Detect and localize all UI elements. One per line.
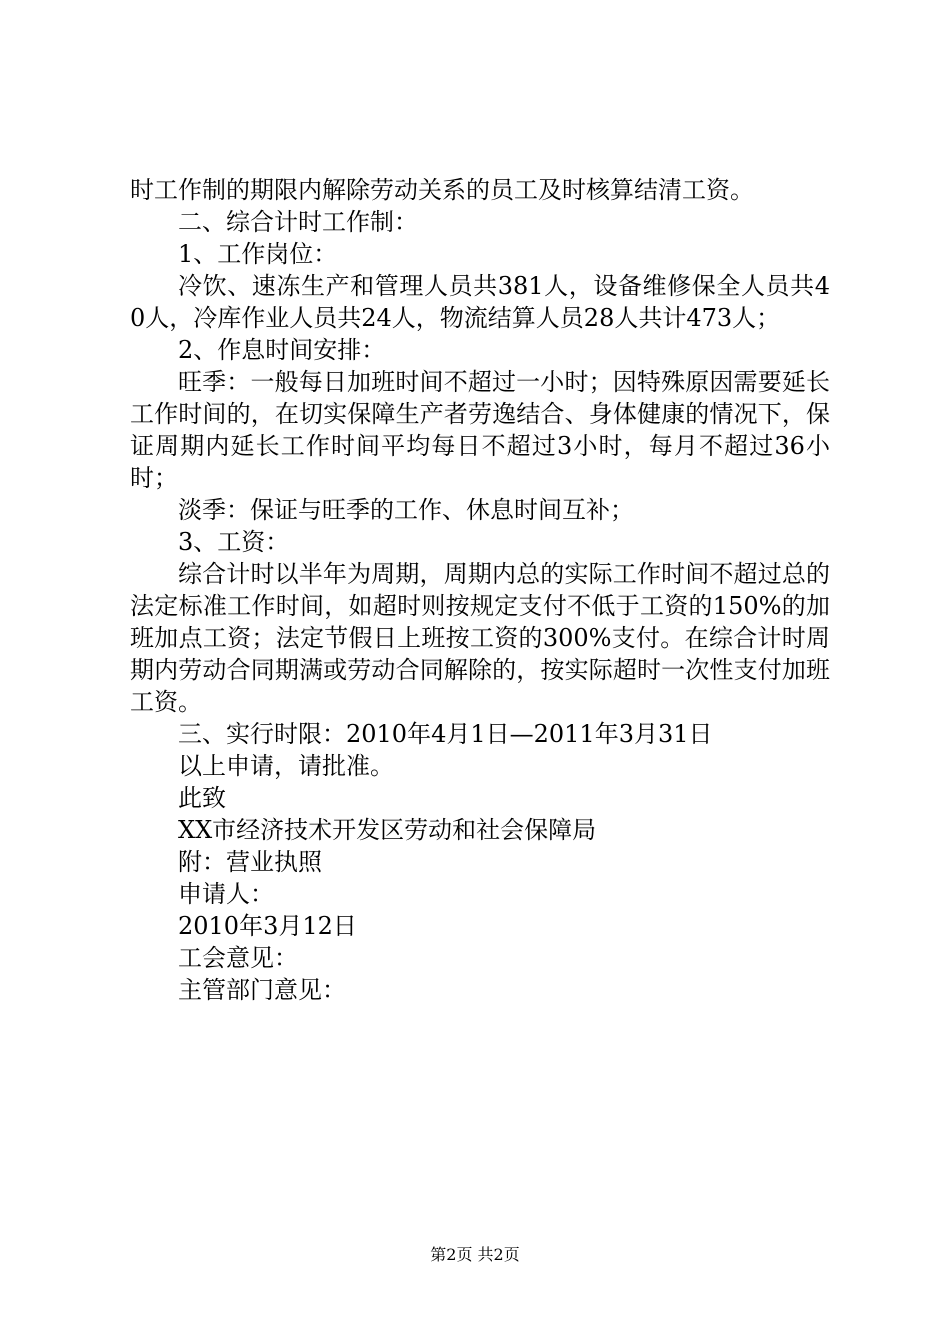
text-line: 时工作制的期限内解除劳动关系的员工及时核算结清工资。 — [130, 176, 754, 204]
recipient: XX市经济技术开发区劳动和社会保障局 — [178, 816, 597, 844]
section-heading-3: 三、实行时限：2010年4月1日—2011年3月31日 — [178, 720, 713, 748]
request-line: 以上申请，请批准。 — [178, 752, 394, 780]
union-opinion-line: 工会意见： — [178, 944, 298, 972]
section-heading-2: 二、综合计时工作制： — [178, 208, 418, 236]
paragraph-off-season: 淡季：保证与旺季的工作、休息时间互补； — [178, 496, 634, 524]
attachment-line: 附：营业执照 — [178, 848, 322, 876]
paragraph-peak-season: 旺季：一般每日加班时间不超过一小时；因特殊原因需要延长工作时间的，在切实保障生产者劳逸结合、身体健康的情况下，保证周期内延长工作时间平均每日不超过3小时，每月不超过36小时； — [130, 368, 830, 492]
paragraph-positions: 冷饮、速冻生产和管理人员共381人，设备维修保全人员共40人，冷库作业人员共24人，物流结算人员28人共计473人； — [130, 272, 830, 332]
page-footer: 第2页 共2页 — [430, 1245, 520, 1264]
subheading-positions: 1、工作岗位： — [178, 240, 338, 268]
document-body — [130, 174, 830, 1006]
date-line: 2010年3月12日 — [178, 912, 357, 940]
salutation: 此致 — [178, 784, 226, 812]
subheading-schedule: 2、作息时间安排： — [178, 336, 386, 364]
paragraph-wages: 综合计时以半年为周期，周期内总的实际工作时间不超过总的法定标准工作时间，如超时则按规定支付不低于工资的150%的加班加点工资；法定节假日上班按工资的300%支付。在综合计时周期内劳动合同期满或劳动合同解除的，按实际超时一次性支付加班工资。 — [130, 560, 830, 716]
subheading-wages: 3、工资： — [178, 528, 290, 556]
applicant-line: 申请人： — [178, 880, 274, 908]
department-opinion-line: 主管部门意见： — [178, 976, 346, 1004]
